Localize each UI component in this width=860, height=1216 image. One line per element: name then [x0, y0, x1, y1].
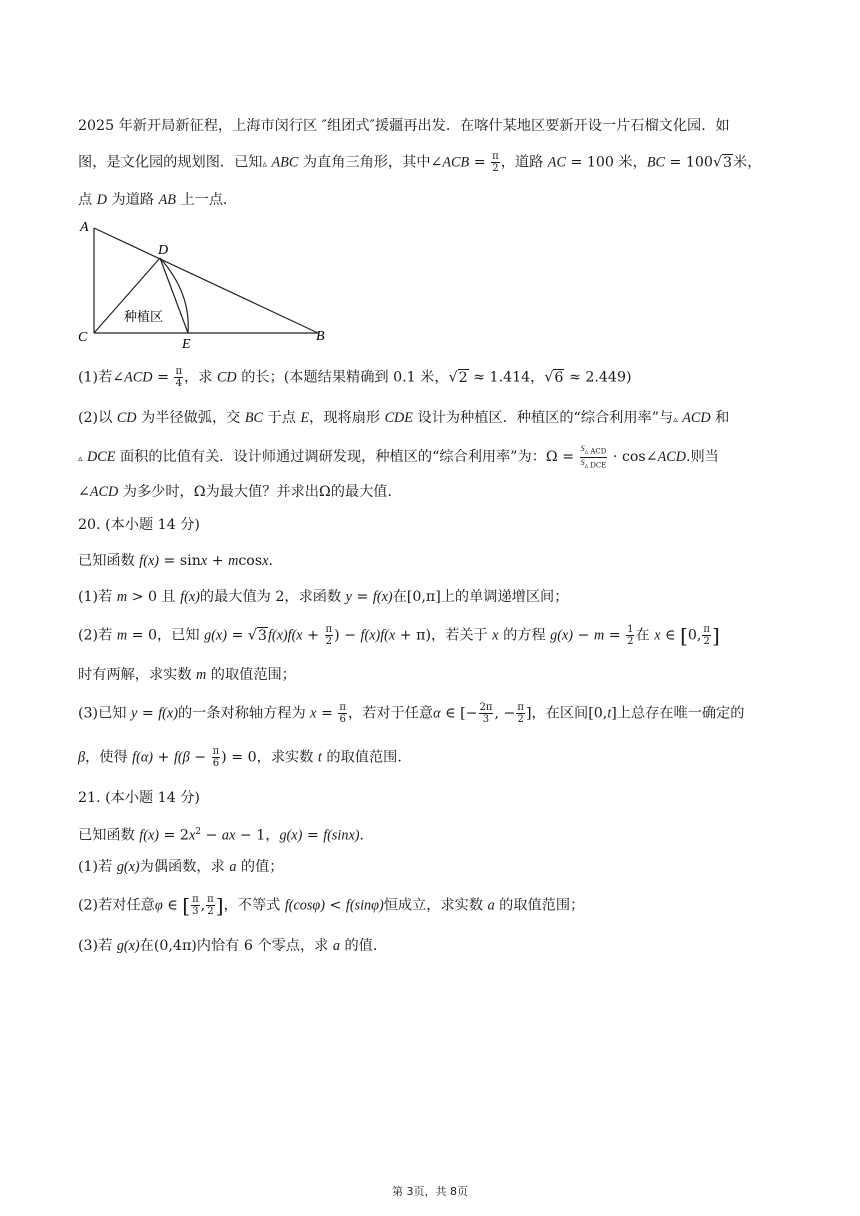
text: 已知函数: [78, 827, 135, 844]
text: ．: [268, 553, 283, 569]
text: (2)以: [78, 410, 113, 426]
math: CD: [216, 369, 237, 386]
bracket: ]: [712, 623, 720, 648]
fraction: [212, 746, 221, 769]
text: 面积的比值有关．设计师通过调研发现，种植区的“综合利用率”为：Ω =: [119, 449, 575, 466]
text: 的取值范围．: [326, 749, 412, 766]
fraction: [479, 702, 494, 725]
text: 的方程: [503, 627, 546, 644]
math: x: [310, 705, 317, 722]
text: (1)若: [78, 589, 113, 605]
text: > 0 且: [131, 589, 176, 605]
text: 的一条对称轴方程为: [177, 705, 306, 722]
math: f(x): [139, 553, 159, 569]
numerator: π: [517, 702, 524, 713]
text: 的取值范围；: [499, 897, 585, 914]
text: .则当: [685, 449, 719, 466]
text: 的长；(本题结果精确到 0.1 米，: [241, 369, 449, 386]
fraction: [491, 151, 500, 174]
math: y: [131, 705, 138, 722]
math: ACD: [124, 369, 153, 386]
text: 的取值范围；: [210, 667, 296, 683]
text: 的值；: [240, 859, 284, 875]
math: t: [317, 749, 322, 766]
planning-diagram: [78, 218, 338, 350]
page-footer: 第 3页，共 8页: [392, 1185, 468, 1198]
math: DCE: [87, 449, 116, 466]
math: ACB: [442, 154, 470, 171]
math: m: [196, 667, 207, 683]
label-e: E: [182, 337, 191, 350]
denominator: 2: [492, 163, 499, 174]
triangle-symbol: ▵: [262, 159, 267, 170]
radicand: 2: [458, 369, 468, 386]
text: cos: [238, 553, 263, 569]
problem20-q2-line2: [78, 665, 296, 685]
sqrt-sign: √: [544, 369, 554, 386]
math: m: [116, 627, 128, 644]
triangle-symbol: ▵: [673, 415, 678, 425]
bracket: [: [182, 893, 191, 918]
planting-region-label: 种植区: [124, 310, 164, 325]
math: f(x): [139, 827, 159, 844]
problem21-q1: [78, 857, 284, 877]
numerator: π: [175, 366, 183, 377]
math: BC: [646, 154, 665, 171]
text: − 1，: [239, 827, 280, 844]
text: (2)若对任意: [78, 897, 155, 914]
text: 的最大值为 2，求函数: [199, 589, 342, 605]
math: f(sinφ): [345, 897, 384, 914]
text: (3)若: [78, 938, 113, 954]
numerator: 1: [627, 624, 634, 635]
text: = 0，已知: [131, 627, 200, 644]
math: ACD: [682, 410, 711, 426]
numerator: π: [207, 894, 214, 905]
problem20-q1: [78, 587, 568, 607]
radicand: 6: [554, 369, 564, 386]
text: = 2: [163, 827, 189, 844]
fraction: [702, 624, 711, 647]
math: m: [228, 553, 239, 569]
text: (2)若: [78, 627, 113, 644]
text: 为偶函数，求: [139, 859, 225, 875]
text: 在(0,4π)内恰有 6 个零点，求: [139, 938, 329, 954]
text: (1)若∠: [78, 369, 125, 386]
text: =: [473, 154, 486, 171]
problem19-q2-line1: [78, 408, 729, 430]
problem20-q2-line1: [78, 624, 720, 647]
text: =: [157, 369, 169, 386]
math: CD: [116, 410, 137, 426]
superscript: 2: [195, 827, 201, 837]
text: ) −: [334, 627, 357, 644]
math: x: [492, 627, 499, 644]
problem21-q2: (2)若对任意φ ∈ [ $\frac{\pi}{3}$ , $\frac{\pi}{2}$ ]，不等式 f(cosφ) < f(sinφ)恒成立，求实数 a 的取值范围；: [78, 893, 585, 918]
radicand: 3: [723, 154, 733, 171]
problem21-q3: [78, 936, 387, 956]
text: ≈ 2.449): [568, 369, 632, 386]
text: ∈: [167, 897, 178, 914]
label-c: C: [78, 330, 88, 345]
denominator: 3: [482, 714, 490, 725]
math: D: [96, 192, 107, 208]
text: =: [356, 589, 369, 605]
text: 为道路: [111, 192, 155, 208]
text: ]，在区间[0,: [525, 705, 608, 722]
math: g(x): [204, 627, 227, 644]
math: ABC: [271, 154, 299, 171]
text: 恒成立，求实数: [383, 897, 484, 914]
text: 时有两解，求实数: [78, 667, 192, 683]
numerator: [580, 444, 608, 458]
math: a: [332, 938, 340, 954]
math: AB: [158, 192, 176, 208]
math: x: [654, 627, 661, 644]
text: = 100 米，: [570, 154, 647, 171]
numerator: π: [325, 624, 333, 635]
label-a: A: [80, 220, 89, 235]
fraction: [626, 624, 634, 647]
problem20-q3-line2: [78, 746, 412, 769]
math: f(cosφ): [284, 897, 325, 914]
subscript: ▵ ACD: [584, 447, 607, 456]
text: 在[0,π]上的单调递增区间；: [392, 589, 569, 605]
denominator: 2: [627, 636, 634, 647]
text: ，求: [184, 369, 213, 386]
problem20-header: [78, 515, 200, 535]
math: f(sinx): [323, 827, 360, 844]
fraction: [206, 894, 215, 917]
math: ax: [221, 827, 236, 844]
math: φ: [154, 897, 163, 914]
text: , −: [494, 705, 516, 722]
denominator: 6: [339, 714, 346, 725]
math: ACD: [657, 449, 686, 466]
math: x: [200, 553, 208, 569]
math: α: [433, 705, 441, 722]
math: g(x): [116, 859, 140, 875]
text: 的值．: [344, 938, 388, 954]
fraction: [516, 702, 525, 725]
math: β: [78, 749, 86, 766]
denominator: 6: [212, 758, 220, 769]
fraction: [325, 624, 334, 647]
text: =: [231, 627, 244, 644]
text: 于点: [267, 410, 296, 426]
fraction: [338, 702, 347, 725]
segment-de: [160, 258, 188, 333]
math: AC: [547, 154, 566, 171]
denominator: 2: [325, 636, 332, 647]
text: ．: [359, 827, 374, 844]
text: 为直角三角形，其中∠: [302, 154, 443, 171]
text: ，不等式: [223, 897, 281, 914]
bracket: [: [680, 623, 688, 648]
numerator: π: [192, 894, 199, 905]
sqrt-sign: √: [712, 154, 722, 171]
text: ≈ 1.414，: [473, 369, 545, 386]
text: +: [157, 749, 170, 766]
text: +: [307, 627, 319, 644]
text: ·: [612, 449, 618, 466]
text: ∠: [78, 484, 90, 500]
numerator: π: [212, 746, 220, 757]
text: ，道路: [500, 154, 544, 171]
label-d: D: [158, 243, 169, 258]
problem21-given: [78, 822, 374, 846]
text: 21. (本小题 14 分): [78, 790, 200, 806]
math: f(α): [132, 749, 154, 766]
text: 在: [635, 627, 650, 644]
math: a: [229, 859, 237, 875]
text: 0,: [687, 627, 702, 644]
math: t: [607, 705, 612, 722]
text: =: [141, 705, 154, 722]
text: (1)若: [78, 859, 113, 875]
text: (3)已知: [78, 705, 127, 722]
text: ) = 0，求实数: [221, 749, 314, 766]
text: −: [194, 749, 207, 766]
math: f(β: [173, 749, 190, 766]
math: g(x): [279, 827, 303, 844]
text: ∈ [−: [445, 705, 478, 722]
numerator: π: [339, 702, 346, 713]
math: CDE: [384, 410, 413, 426]
numerator: 2π: [479, 702, 493, 713]
text: 设计为种植区．种植区的“综合利用率”与: [417, 410, 674, 426]
text: =: [306, 827, 319, 844]
math: f(x): [372, 589, 393, 605]
problem20-q3-line1: [78, 702, 745, 725]
math: ACD: [89, 484, 119, 500]
problem19-q2-line2: [78, 444, 719, 470]
math: f(x)f(x: [267, 627, 303, 644]
text: ，使得: [85, 749, 128, 766]
math: x: [188, 827, 196, 844]
text: ，若对于任意: [347, 705, 434, 722]
triangle-symbol: ▵: [78, 454, 83, 465]
denominator: 4: [175, 378, 182, 389]
denominator: 2: [517, 714, 524, 725]
fraction: [191, 894, 200, 917]
text: 2025 年新开局新征程，上海市闵行区 ″组团式″援疆再出发．在喀什某地区要新开设一片石榴文化园．如: [78, 118, 730, 134]
text: + π)，若关于: [399, 627, 488, 644]
text: −: [205, 827, 218, 844]
area-ratio-fraction: [580, 444, 608, 470]
fraction: [174, 366, 183, 389]
label-b: B: [316, 329, 325, 344]
text: =: [608, 627, 621, 644]
text: =: [320, 705, 333, 722]
sqrt-sign: √: [247, 627, 257, 644]
text: 和: [715, 410, 730, 426]
text: 米，: [733, 154, 762, 171]
text: ∈: [665, 627, 676, 644]
text: = sin: [163, 553, 201, 569]
radicand: 3: [257, 627, 267, 644]
text: 为多少时，Ω为最大值？并求出Ω的最大值．: [122, 484, 402, 500]
math: f(x): [158, 705, 178, 722]
math: f(x): [180, 589, 200, 605]
math: E: [300, 410, 310, 426]
text: 点: [78, 192, 93, 208]
problem21-header: [78, 788, 200, 808]
math: BC: [244, 410, 264, 426]
problem20-given: [78, 551, 283, 571]
problem19-q1: [78, 366, 632, 389]
numerator: π: [492, 151, 499, 162]
math: a: [487, 897, 495, 914]
math: S: [580, 444, 585, 453]
text: 上一点．: [180, 192, 238, 208]
text: cos∠: [621, 449, 658, 466]
denominator: [580, 458, 608, 471]
math: g(x): [116, 938, 140, 954]
numerator: π: [703, 624, 710, 635]
math: m: [593, 627, 605, 644]
text: <: [329, 897, 342, 914]
subscript: ▵ DCE: [584, 461, 607, 470]
denominator: 2: [207, 906, 214, 917]
text: 图，是文化园的规划图．已知: [78, 154, 263, 171]
text: 为半径做弧，交: [141, 410, 241, 426]
math: y: [345, 589, 352, 605]
denominator: 2: [703, 636, 710, 647]
bracket: ]: [215, 893, 224, 918]
text: −: [577, 627, 590, 644]
sqrt-sign: √: [448, 369, 458, 386]
text: 已知函数: [78, 553, 135, 569]
problem19-intro-line2: [78, 151, 761, 175]
text: ]上总存在唯一确定的: [611, 705, 745, 722]
math: m: [116, 589, 128, 605]
math: f(x)f(x: [360, 627, 396, 644]
problem19-q2-line3: [78, 482, 402, 502]
text: 20. (本小题 14 分): [78, 517, 200, 533]
math: g(x): [550, 627, 574, 644]
text: ，现将扇形: [309, 410, 381, 426]
text: +: [211, 553, 224, 569]
problem19-intro-line1: [78, 116, 730, 136]
math: S: [580, 457, 585, 467]
math: x: [262, 553, 269, 569]
problem19-intro-line3: [78, 190, 237, 210]
denominator: 3: [192, 906, 199, 917]
text: = 100: [669, 154, 713, 171]
